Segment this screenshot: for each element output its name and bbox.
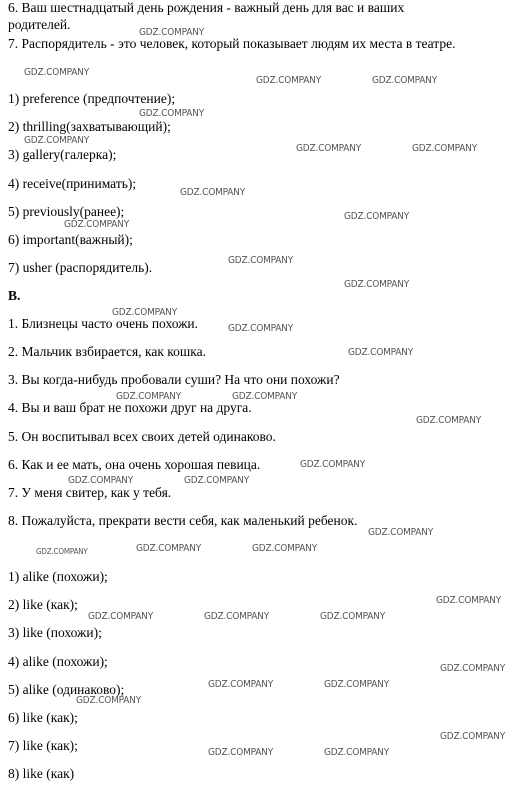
watermark: GDZ.COMPANY <box>184 475 250 486</box>
text-line: 8) like (как) <box>8 766 75 781</box>
text-line: 5) previously(ранее); <box>8 204 125 219</box>
watermark: GDZ.COMPANY <box>204 611 270 622</box>
text-line: 6. Как и ее мать, она очень хорошая певица. <box>8 457 261 472</box>
text-line: 4) alike (похожи); <box>8 654 108 669</box>
watermark: GDZ.COMPANY <box>440 731 506 742</box>
watermark: GDZ.COMPANY <box>412 143 478 154</box>
watermark: GDZ.COMPANY <box>68 475 134 486</box>
watermark: GDZ.COMPANY <box>139 108 205 119</box>
text-line: 1) preference (предпочтение); <box>8 91 176 106</box>
text-line: 6) like (как); <box>8 710 78 725</box>
section-heading: B. <box>8 288 21 303</box>
text-line: 1. Близнецы часто очень похожи. <box>8 316 199 331</box>
watermark: GDZ.COMPANY <box>320 611 386 622</box>
text-line: 5) alike (одинаково); <box>8 682 125 697</box>
watermark: GDZ.COMPANY <box>436 595 502 606</box>
text-line: 7. Распорядитель - это человек, который показывает людям их места в театре. <box>8 36 456 51</box>
watermark: GDZ.COMPANY <box>88 611 154 622</box>
watermark: GDZ.COMPANY <box>208 747 274 758</box>
watermark: GDZ.COMPANY <box>76 695 142 706</box>
watermark: GDZ.COMPANY <box>252 543 318 554</box>
watermark: GDZ.COMPANY <box>64 219 130 230</box>
watermark: GDZ.COMPANY <box>344 279 410 290</box>
text-line: 1) alike (похожи); <box>8 569 108 584</box>
text-line: 6) important(важный); <box>8 232 133 247</box>
text-line: 3. Вы когда-нибудь пробовали суши? На что они похожи? <box>8 372 340 387</box>
watermark: GDZ.COMPANY <box>208 679 274 690</box>
text-line: 2) like (как); <box>8 597 78 612</box>
watermark: GDZ.COMPANY <box>344 211 410 222</box>
watermark: GDZ.COMPANY <box>116 391 182 402</box>
text-line: 4. Вы и ваш брат не похожи друг на друга. <box>8 400 252 415</box>
text-line: 3) like (похожи); <box>8 625 102 640</box>
text-line: 7) like (как); <box>8 738 78 753</box>
watermark: GDZ.COMPANY <box>136 543 202 554</box>
watermark: GDZ.COMPANY <box>139 27 205 38</box>
watermark: GDZ.COMPANY <box>24 67 90 78</box>
watermark: GDZ.COMPANY <box>416 415 482 426</box>
watermark: GDZ.COMPANY <box>324 747 390 758</box>
watermark: GDZ.COMPANY <box>232 391 298 402</box>
watermark: GDZ.COMPANY <box>440 663 506 674</box>
watermark: GDZ.COMPANY <box>300 459 366 470</box>
watermark: GDZ.COMPANY <box>228 323 294 334</box>
text-line: 2. Мальчик взбирается, как кошка. <box>8 344 206 359</box>
watermark: GDZ.COMPANY <box>372 75 438 86</box>
text-line: 8. Пожалуйста, прекрати вести себя, как маленький ребенок. <box>8 513 358 528</box>
watermark: GDZ.COMPANY <box>112 307 178 318</box>
text-line: 2) thrilling(захватывающий); <box>8 119 171 134</box>
text-line: 7. У меня свитер, как у тебя. <box>8 485 172 500</box>
watermark: GDZ.COMPANY <box>228 255 294 266</box>
watermark: GDZ.COMPANY <box>348 347 414 358</box>
text-line: 5. Он воспитывал всех своих детей одинаково. <box>8 429 276 444</box>
watermark: GDZ.COMPANY <box>180 187 246 198</box>
watermark: GDZ.COMPANY <box>368 527 434 538</box>
text-line: 3) gallery(галерка); <box>8 147 117 162</box>
watermark: GDZ.COMPANY <box>324 679 390 690</box>
text-line: 6. Ваш шестнадцатый день рождения - важный день для вас и ваших <box>8 0 405 15</box>
text-line: родителей. <box>8 17 71 32</box>
watermark: GDZ.COMPANY <box>296 143 362 154</box>
text-line: 7) usher (распорядитель). <box>8 260 153 275</box>
text-line: 4) receive(принимать); <box>8 176 137 191</box>
watermark: GDZ.COMPANY <box>24 135 90 146</box>
watermark: GDZ.COMPANY <box>256 75 322 86</box>
watermark: GDZ.COMPANY <box>36 547 88 556</box>
